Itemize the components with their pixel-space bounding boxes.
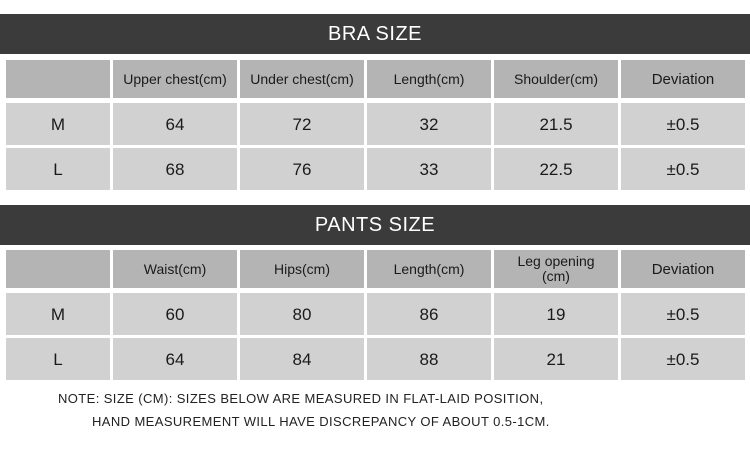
size-label-cell: L	[6, 338, 110, 380]
table-cell: 32	[367, 103, 491, 145]
table-cell: ±0.5	[621, 293, 745, 335]
header-cell-deviation: Deviation	[621, 60, 745, 98]
header-cell-under-chest: Under chest(cm)	[240, 60, 364, 98]
measurement-note-line-2: HAND MEASUREMENT WILL HAVE DISCREPANCY OF ABOUT 0.5-1CM.	[92, 414, 550, 429]
table-cell: 76	[240, 148, 364, 190]
table-header-row	[0, 60, 750, 98]
table-row	[0, 148, 750, 190]
table-cell: 22.5	[494, 148, 618, 190]
table-row	[0, 338, 750, 380]
pants-size-table	[0, 250, 750, 383]
header-cell-size	[6, 250, 110, 288]
size-label-cell: L	[6, 148, 110, 190]
header-cell-length: Length(cm)	[367, 60, 491, 98]
header-cell-size	[6, 60, 110, 98]
table-cell: ±0.5	[621, 148, 745, 190]
size-label-cell: M	[6, 293, 110, 335]
table-cell: 60	[113, 293, 237, 335]
header-cell-waist: Waist(cm)	[113, 250, 237, 288]
table-row	[0, 103, 750, 145]
table-cell: 86	[367, 293, 491, 335]
table-cell: 19	[494, 293, 618, 335]
header-cell-hips: Hips(cm)	[240, 250, 364, 288]
table-cell: 33	[367, 148, 491, 190]
header-cell-shoulder: Shoulder(cm)	[494, 60, 618, 98]
table-cell: 21	[494, 338, 618, 380]
table-cell: 80	[240, 293, 364, 335]
table-cell: 72	[240, 103, 364, 145]
size-label-cell: M	[6, 103, 110, 145]
header-cell-upper-chest: Upper chest(cm)	[113, 60, 237, 98]
measurement-note-line-1: NOTE: SIZE (CM): SIZES BELOW ARE MEASURED IN FLAT-LAID POSITION,	[58, 391, 544, 406]
table-cell: 68	[113, 148, 237, 190]
table-row	[0, 293, 750, 335]
table-cell: ±0.5	[621, 103, 745, 145]
table-cell: 64	[113, 103, 237, 145]
table-cell: 88	[367, 338, 491, 380]
header-cell-deviation: Deviation	[621, 250, 745, 288]
bra-size-title: BRA SIZE	[0, 14, 750, 54]
bra-size-table	[0, 60, 750, 193]
table-cell: 21.5	[494, 103, 618, 145]
table-header-row	[0, 250, 750, 288]
table-cell: 64	[113, 338, 237, 380]
table-cell: 84	[240, 338, 364, 380]
header-cell-leg-opening: Leg opening (cm)	[494, 250, 618, 288]
header-cell-length: Length(cm)	[367, 250, 491, 288]
pants-size-title: PANTS SIZE	[0, 205, 750, 245]
table-cell: ±0.5	[621, 338, 745, 380]
